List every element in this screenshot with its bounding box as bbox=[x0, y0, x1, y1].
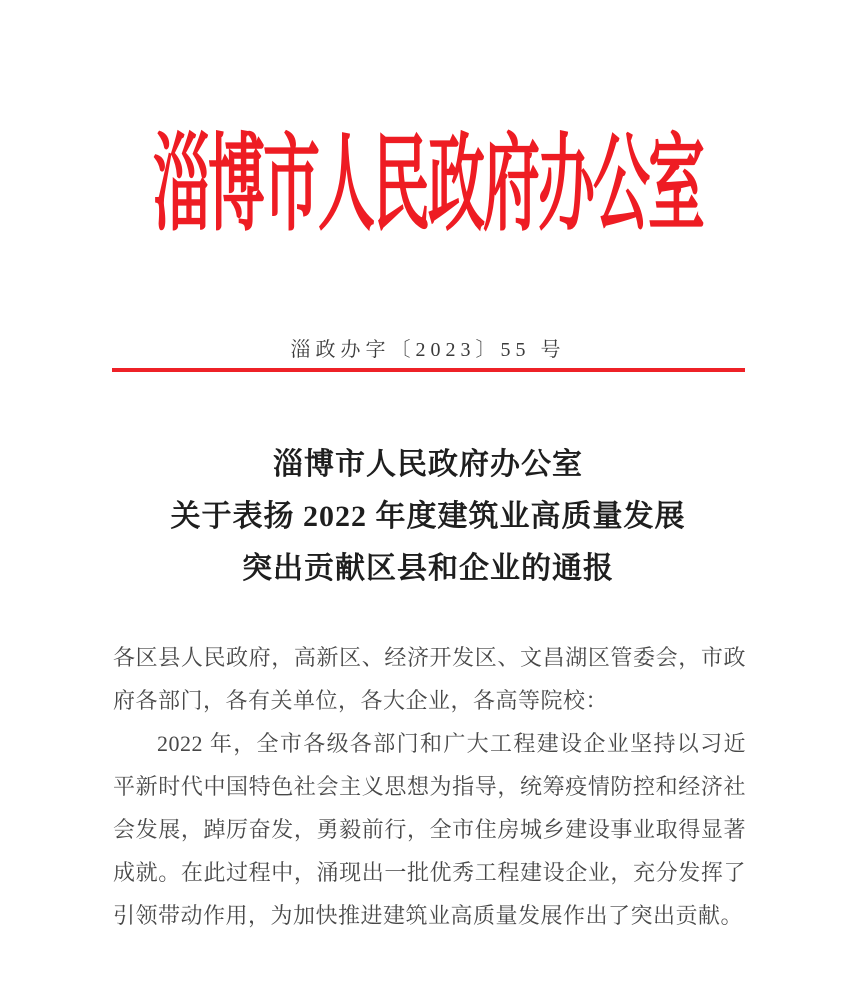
title-line-2: 关于表扬 2022 年度建筑业高质量发展 bbox=[170, 500, 686, 533]
body-paragraph: 2022 年，全市各级各部门和广大工程建设企业坚持以习近平新时代中国特色社会主义思想为指导，统筹疫情防控和经济社会发展，踔厉奋发，勇毅前行，全市住房城乡建设事业取得显著成就。在此过程中，涌现出一批优秀工程建设企业，充分发挥了引领带动作用，为加快推进建筑业高质量发展作出了突出贡献。 bbox=[113, 731, 746, 928]
title-line-3: 突出贡献区县和企业的通报 bbox=[242, 552, 614, 585]
red-divider-line bbox=[112, 368, 745, 372]
title-line-1: 淄博市人民政府办公室 bbox=[273, 448, 583, 481]
salutation-line: 各区县人民政府，高新区、经济开发区、文昌湖区管委会，市政府各部门，各有关单位，各大企业，各高等院校： bbox=[113, 645, 746, 713]
document-body bbox=[113, 636, 746, 937]
document-reference-number: 淄政办字〔2023〕55 号 bbox=[290, 339, 566, 361]
letterhead-agency-name: 淄博市人民政府办公室 bbox=[153, 127, 703, 245]
document-title bbox=[0, 439, 856, 595]
letterhead bbox=[0, 127, 856, 245]
